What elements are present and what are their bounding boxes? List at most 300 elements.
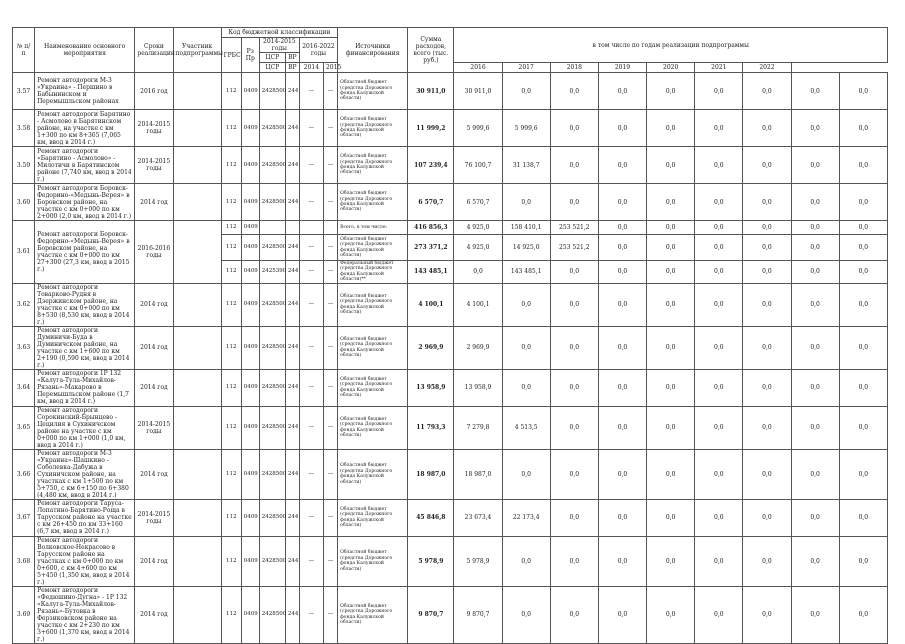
year-value-cell: 0,0 — [791, 586, 839, 643]
participant-cell — [173, 406, 221, 449]
col-csr-header: ЦСР — [259, 53, 285, 63]
csr-cell — [259, 221, 285, 235]
participant-cell — [173, 147, 221, 184]
year-value-cell: 143 485,1 — [502, 261, 550, 284]
period-cell: 2014 год — [135, 369, 173, 406]
csr2-cell: — — [299, 261, 323, 284]
csr2-cell: — — [299, 184, 323, 221]
year-value-cell: 0,0 — [502, 449, 550, 499]
source-cell: Областной бюджет (средства Дорожного фонда Калужской области) — [338, 326, 408, 369]
col-2016-2022-header: 2016-2022 годы — [299, 38, 337, 63]
sum-cell: 13 958,9 — [408, 369, 454, 406]
measure-name: Ремонт автодороги М-3 «Украина» - Першино в Бабынинском и Перемышльском районах — [35, 73, 135, 110]
grbs-cell: 112 — [221, 147, 241, 184]
year-value-cell: 30 911,0 — [454, 73, 502, 110]
year-value-cell: 0,0 — [647, 73, 695, 110]
table-row — [13, 110, 888, 147]
year-value-cell: 0,0 — [647, 110, 695, 147]
col-csr2-header: ЦСР — [259, 63, 285, 73]
row-number: 3.66 — [13, 449, 35, 499]
year-value-cell: 0,0 — [502, 184, 550, 221]
participant-cell — [173, 283, 221, 326]
table-row — [13, 221, 888, 235]
table-row — [13, 369, 888, 406]
year-value-cell: 0,0 — [695, 326, 743, 369]
participant-cell — [173, 586, 221, 643]
vr-cell: 244 — [285, 110, 299, 147]
source-cell: Областной бюджет (средства Дорожного фонда Калужской области) — [338, 283, 408, 326]
csr2-cell — [299, 221, 323, 235]
year-value-cell: 0,0 — [791, 369, 839, 406]
year-value-cell: 0,0 — [791, 283, 839, 326]
col-participant-header: Участник подпрограммы — [173, 28, 221, 73]
csr-cell: 2428500 — [259, 536, 285, 586]
rzpr-cell: 0409 — [241, 326, 259, 369]
csr-cell: 2428500 — [259, 449, 285, 499]
csr-cell: 2428500 — [259, 73, 285, 110]
year-value-cell: 0,0 — [647, 499, 695, 536]
csr2-cell: — — [299, 536, 323, 586]
csr2-cell: — — [299, 283, 323, 326]
sum-cell: 11 793,3 — [408, 406, 454, 449]
col-year-header: 2014 — [299, 63, 323, 73]
col-rzpr-header: Рз Пр — [241, 38, 259, 73]
table-row — [13, 586, 888, 643]
vr-cell — [285, 221, 299, 235]
sum-cell: 30 911,0 — [408, 73, 454, 110]
col-year-header: 2021 — [695, 63, 743, 73]
year-value-cell: 4 925,0 — [454, 221, 502, 235]
measure-name: Ремонт автодороги М-3 «Украина»-Шашкино - Соболевка-Дабужа в Сухиничском районе, на участках с км 1+500 по км 5+750, с км 6+150 по 6+380 (4,480 км, ввод в 2014 г.) — [35, 449, 135, 499]
year-value-cell: 0,0 — [743, 369, 791, 406]
year-value-cell: 0,0 — [743, 110, 791, 147]
row-number: 3.64 — [13, 369, 35, 406]
col-vr-header: ВР — [285, 53, 299, 63]
year-value-cell: 0,0 — [647, 283, 695, 326]
year-value-cell: 0,0 — [550, 449, 598, 499]
col-year-header: 2020 — [647, 63, 695, 73]
source-cell: Областной бюджет (средства Дорожного фонда Калужской области) — [338, 73, 408, 110]
year-value-cell: 0,0 — [550, 536, 598, 586]
year-value-cell: 0,0 — [647, 536, 695, 586]
period-cell: 2014 год — [135, 449, 173, 499]
row-number: 3.58 — [13, 110, 35, 147]
year-value-cell: 0,0 — [839, 369, 887, 406]
year-value-cell: 0,0 — [695, 221, 743, 235]
year-value-cell: 0,0 — [598, 261, 646, 284]
csr-cell: 2428500 — [259, 406, 285, 449]
csr-cell: 2428500 — [259, 586, 285, 643]
year-value-cell: 0,0 — [791, 261, 839, 284]
vr2-cell: — — [323, 261, 337, 284]
col-period-header: Сроки реализации — [135, 28, 173, 73]
source-cell: Областной бюджет (средства Дорожного фонда Калужской области) — [338, 184, 408, 221]
year-value-cell: 0,0 — [695, 536, 743, 586]
year-value-cell: 0,0 — [743, 283, 791, 326]
year-value-cell: 0,0 — [598, 499, 646, 536]
vr2-cell: — — [323, 235, 337, 261]
rzpr-cell: 0409 — [241, 73, 259, 110]
year-value-cell: 0,0 — [695, 261, 743, 284]
grbs-cell: 112 — [221, 536, 241, 586]
period-cell: 2016-2016 годы — [135, 221, 173, 284]
sum-cell: 9 870,7 — [408, 586, 454, 643]
year-value-cell: 0,0 — [598, 110, 646, 147]
csr2-cell: — — [299, 235, 323, 261]
year-value-cell: 76 100,7 — [454, 147, 502, 184]
period-cell: 2014 год — [135, 283, 173, 326]
table-row — [13, 326, 888, 369]
grbs-cell: 112 — [221, 235, 241, 261]
year-value-cell: 0,0 — [647, 147, 695, 184]
year-value-cell: 0,0 — [695, 147, 743, 184]
vr-cell: 244 — [285, 369, 299, 406]
year-value-cell: 0,0 — [550, 499, 598, 536]
year-value-cell: 0,0 — [791, 73, 839, 110]
year-value-cell: 0,0 — [550, 184, 598, 221]
period-cell: 2014 год — [135, 586, 173, 643]
year-value-cell: 0,0 — [695, 235, 743, 261]
vr-cell: 244 — [285, 449, 299, 499]
year-value-cell: 7 279,8 — [454, 406, 502, 449]
csr-cell: 2428500 — [259, 499, 285, 536]
year-value-cell: 0,0 — [598, 449, 646, 499]
year-value-cell: 253 521,2 — [550, 221, 598, 235]
source-cell: Областной бюджет (средства Дорожного фонда Калужской области) — [338, 235, 408, 261]
year-value-cell: 0,0 — [598, 147, 646, 184]
grbs-cell: 112 — [221, 261, 241, 284]
grbs-cell: 112 — [221, 369, 241, 406]
row-number: 3.61 — [13, 221, 35, 284]
measure-name: Ремонт автодороги Боровск-Федорино-«Медынь-Верея» в Боровском районе, на участке с км 0+000 по км 2+000 (2,0 км, ввод в 2014 г.) — [35, 184, 135, 221]
period-cell: 2014-2015 годы — [135, 499, 173, 536]
year-value-cell: 0,0 — [743, 586, 791, 643]
vr2-cell — [323, 221, 337, 235]
year-value-cell: 0,0 — [647, 369, 695, 406]
col-year-header: 2018 — [550, 63, 598, 73]
period-cell: 2014 год — [135, 184, 173, 221]
source-cell: Всего, в том числе: — [338, 221, 408, 235]
vr2-cell: — — [323, 283, 337, 326]
year-value-cell: 0,0 — [839, 110, 887, 147]
csr2-cell: — — [299, 586, 323, 643]
col-year-header: 2022 — [743, 63, 791, 73]
source-cell: Областной бюджет (средства Дорожного фонда Калужской области) — [338, 110, 408, 147]
year-value-cell: 0,0 — [839, 283, 887, 326]
year-value-cell: 0,0 — [598, 586, 646, 643]
year-value-cell: 253 521,2 — [550, 235, 598, 261]
year-value-cell: 0,0 — [550, 369, 598, 406]
grbs-cell: 112 — [221, 221, 241, 235]
table-row — [13, 283, 888, 326]
grbs-cell: 112 — [221, 283, 241, 326]
col-year-header: 2016 — [454, 63, 502, 73]
vr2-cell: — — [323, 326, 337, 369]
year-value-cell: 0,0 — [743, 261, 791, 284]
grbs-cell: 112 — [221, 499, 241, 536]
vr-cell: 244 — [285, 586, 299, 643]
year-value-cell: 0,0 — [647, 326, 695, 369]
table-row — [13, 147, 888, 184]
participant-cell — [173, 73, 221, 110]
vr2-cell: — — [323, 184, 337, 221]
year-value-cell: 14 925,0 — [502, 235, 550, 261]
grbs-cell: 112 — [221, 449, 241, 499]
year-value-cell: 5 978,9 — [454, 536, 502, 586]
participant-cell — [173, 536, 221, 586]
year-value-cell: 0,0 — [743, 235, 791, 261]
year-value-cell: 0,0 — [743, 184, 791, 221]
year-value-cell: 0,0 — [743, 499, 791, 536]
source-cell: Областной бюджет (средства Дорожного фонда Калужской области) — [338, 406, 408, 449]
participant-cell — [173, 221, 221, 284]
vr2-cell: — — [323, 536, 337, 586]
year-value-cell: 0,0 — [839, 261, 887, 284]
row-number: 3.60 — [13, 184, 35, 221]
vr-cell: 244 — [285, 261, 299, 284]
participant-cell — [173, 184, 221, 221]
vr-cell: 244 — [285, 326, 299, 369]
table-body — [13, 73, 888, 644]
row-number: 3.65 — [13, 406, 35, 449]
csr2-cell: — — [299, 406, 323, 449]
year-value-cell: 0,0 — [598, 369, 646, 406]
year-value-cell: 0,0 — [647, 221, 695, 235]
year-value-cell: 0,0 — [695, 184, 743, 221]
year-value-cell: 0,0 — [695, 586, 743, 643]
sum-cell: 11 999,2 — [408, 110, 454, 147]
csr-cell: 2428500 — [259, 235, 285, 261]
participant-cell — [173, 326, 221, 369]
source-cell: Областной бюджет (средства Дорожного фонда Калужской области) — [338, 586, 408, 643]
rzpr-cell: 0409 — [241, 184, 259, 221]
measure-name: Ремонт автодороги «Федюшино-Дугна» - 1Р 132 «Калуга-Тула-Михайлов-Рязань»-Бутовка в Ферзиковском районе на участке с км 2+230 по км 3+600 (1,370 км, ввод в 2014 г.) — [35, 586, 135, 643]
row-number: 3.62 — [13, 283, 35, 326]
measure-name: Ремонт автодороги «Барятино - Асмолово» - Милотичи в Барятинском районе (7,740 км, ввод в 2014 г.) — [35, 147, 135, 184]
sum-cell: 2 969,9 — [408, 326, 454, 369]
vr-cell: 244 — [285, 536, 299, 586]
year-value-cell: 0,0 — [647, 261, 695, 284]
year-value-cell: 0,0 — [743, 536, 791, 586]
table-row — [13, 449, 888, 499]
year-value-cell: 0,0 — [839, 221, 887, 235]
col-year-header: 2019 — [598, 63, 646, 73]
vr2-cell: — — [323, 147, 337, 184]
vr2-cell: — — [323, 110, 337, 147]
vr2-cell: — — [323, 73, 337, 110]
year-value-cell: 5 999,6 — [454, 110, 502, 147]
rzpr-cell: 0409 — [241, 449, 259, 499]
rzpr-cell: 0409 — [241, 110, 259, 147]
csr-cell: 2428500 — [259, 147, 285, 184]
row-number: 3.59 — [13, 147, 35, 184]
year-value-cell: 0,0 — [743, 73, 791, 110]
year-value-cell: 0,0 — [502, 586, 550, 643]
measure-name: Ремонт автодороги Сорокинский-Брынцево - Цецилия в Сухиничском районе на участке с км 0+000 по км 1+000 (1,0 км, ввод в 2014 г.) — [35, 406, 135, 449]
vr2-cell: — — [323, 586, 337, 643]
year-value-cell: 0,0 — [743, 326, 791, 369]
year-value-cell: 0,0 — [791, 449, 839, 499]
year-value-cell: 0,0 — [839, 235, 887, 261]
csr2-cell: — — [299, 147, 323, 184]
table-row — [13, 73, 888, 110]
rzpr-cell: 0409 — [241, 283, 259, 326]
year-value-cell: 0,0 — [598, 221, 646, 235]
table-row — [13, 406, 888, 449]
year-value-cell: 0,0 — [695, 369, 743, 406]
col-bk-group-header: Код бюджетной классификации — [221, 28, 337, 38]
year-value-cell: 22 173,4 — [502, 499, 550, 536]
col-sum-header: Сумма расходов, всего (тыс. руб.) — [408, 28, 454, 73]
rzpr-cell: 0409 — [241, 261, 259, 284]
year-value-cell: 0,0 — [695, 449, 743, 499]
year-value-cell: 5 999,6 — [502, 110, 550, 147]
csr2-cell: — — [299, 499, 323, 536]
vr-cell: 244 — [285, 184, 299, 221]
year-value-cell: 0,0 — [550, 73, 598, 110]
measure-name: Ремонт автодороги Боровск-Федорино-«Медынь-Верея» в Боровском районе, на участке с км 0+000 по км 27+300 (27,3 км, ввод в 2015 г.) — [35, 221, 135, 284]
period-cell: 2014 год — [135, 326, 173, 369]
row-number: 3.68 — [13, 536, 35, 586]
year-value-cell: 18 987,0 — [454, 449, 502, 499]
csr-cell: 2425390 — [259, 261, 285, 284]
source-cell: Федеральный бюджет (средства Дорожного фонда Калужской области)** — [338, 261, 408, 284]
col-source-header: Источники финансирования — [338, 28, 408, 73]
source-cell: Областной бюджет (средства Дорожного фонда Калужской области) — [338, 449, 408, 499]
grbs-cell: 112 — [221, 406, 241, 449]
source-cell: Областной бюджет (средства Дорожного фонда Калужской области) — [338, 499, 408, 536]
rzpr-cell: 0409 — [241, 499, 259, 536]
year-value-cell: 0,0 — [598, 73, 646, 110]
year-value-cell: 0,0 — [647, 586, 695, 643]
year-value-cell: 0,0 — [695, 406, 743, 449]
source-cell: Областной бюджет (средства Дорожного фонда Калужской области) — [338, 369, 408, 406]
year-value-cell: 0,0 — [502, 369, 550, 406]
vr-cell: 244 — [285, 283, 299, 326]
year-value-cell: 23 673,4 — [454, 499, 502, 536]
participant-cell — [173, 110, 221, 147]
period-cell: 2016 год — [135, 73, 173, 110]
year-value-cell: 0,0 — [550, 406, 598, 449]
year-value-cell: 0,0 — [791, 184, 839, 221]
rzpr-cell: 0409 — [241, 147, 259, 184]
year-value-cell: 6 570,7 — [454, 184, 502, 221]
year-value-cell: 4 925,0 — [454, 235, 502, 261]
year-value-cell: 0,0 — [647, 184, 695, 221]
sum-cell: 4 100,1 — [408, 283, 454, 326]
year-value-cell: 0,0 — [502, 326, 550, 369]
grbs-cell: 112 — [221, 184, 241, 221]
year-value-cell: 0,0 — [743, 449, 791, 499]
year-value-cell: 9 870,7 — [454, 586, 502, 643]
csr-cell: 2428500 — [259, 283, 285, 326]
year-value-cell: 0,0 — [550, 586, 598, 643]
year-value-cell: 31 138,7 — [502, 147, 550, 184]
year-value-cell: 0,0 — [839, 406, 887, 449]
row-number: 3.57 — [13, 73, 35, 110]
vr2-cell: — — [323, 449, 337, 499]
year-value-cell: 0,0 — [839, 586, 887, 643]
rzpr-cell: 0409 — [241, 586, 259, 643]
source-cell: Областной бюджет (средства Дорожного фонда Калужской области) — [338, 147, 408, 184]
year-value-cell: 0,0 — [647, 449, 695, 499]
rzpr-cell: 0409 — [241, 369, 259, 406]
participant-cell — [173, 369, 221, 406]
measure-name: Ремонт автодороги Барятино - Асмолово в Барятинском районе, на участке с км 1+300 по км 8+365 (7,065 км, ввод в 2014 г.) — [35, 110, 135, 147]
vr2-cell: — — [323, 406, 337, 449]
period-cell: 2014 год — [135, 536, 173, 586]
csr-cell: 2428500 — [259, 326, 285, 369]
table-row — [13, 499, 888, 536]
year-value-cell: 0,0 — [550, 147, 598, 184]
vr-cell: 244 — [285, 499, 299, 536]
col-vr2-header: ВР — [285, 63, 299, 73]
vr-cell: 244 — [285, 235, 299, 261]
year-value-cell: 0,0 — [839, 326, 887, 369]
year-value-cell: 0,0 — [598, 235, 646, 261]
measure-name: Ремонт автодороги Волковское-Некрасово в Тарусском районе на участках с км 0+000 по км 0+600, с км 4+600 по км 5+450 (1,350 км, ввод в 2014 г.) — [35, 536, 135, 586]
rzpr-cell: 0409 — [241, 235, 259, 261]
measure-name: Ремонт автодороги Думиничи-Буда в Думиничском районе, на участке с км 1+600 по км 2+190 (0,590 км, ввод в 2014 г.) — [35, 326, 135, 369]
year-value-cell: 0,0 — [791, 499, 839, 536]
table-header — [13, 28, 888, 73]
year-value-cell: 0,0 — [743, 147, 791, 184]
col-2014-2015-header: 2014-2015 годы — [259, 38, 299, 53]
year-value-cell: 0,0 — [839, 536, 887, 586]
year-value-cell: 0,0 — [791, 326, 839, 369]
measure-name: Ремонт автодороги Товарково-Рудня в Дзержинском районе, на участке с км 0+000 по км 8+530 (8,530 км, ввод в 2014 г.) — [35, 283, 135, 326]
year-value-cell: 0,0 — [791, 406, 839, 449]
rzpr-cell: 0409 — [241, 536, 259, 586]
col-grbs-header: ГРБС — [221, 38, 241, 73]
year-value-cell: 0,0 — [695, 499, 743, 536]
vr2-cell: — — [323, 499, 337, 536]
sum-cell: 107 239,4 — [408, 147, 454, 184]
row-number: 3.67 — [13, 499, 35, 536]
csr-cell: 2428500 — [259, 369, 285, 406]
source-cell: Областной бюджет (средства Дорожного фонда Калужской области) — [338, 536, 408, 586]
year-value-cell: 0,0 — [598, 326, 646, 369]
rzpr-cell: 0409 — [241, 221, 259, 235]
year-value-cell: 0,0 — [695, 283, 743, 326]
sum-cell: 416 856,3 — [408, 221, 454, 235]
year-value-cell: 0,0 — [743, 406, 791, 449]
year-value-cell: 0,0 — [791, 235, 839, 261]
year-value-cell: 4 513,5 — [502, 406, 550, 449]
year-value-cell: 0,0 — [502, 73, 550, 110]
col-num-header: № п/п — [13, 28, 35, 73]
col-year-header: 2015 — [323, 63, 337, 73]
vr-cell: 244 — [285, 73, 299, 110]
sum-cell: 45 846,8 — [408, 499, 454, 536]
year-value-cell: 0,0 — [791, 536, 839, 586]
grbs-cell: 112 — [221, 326, 241, 369]
year-value-cell: 0,0 — [550, 110, 598, 147]
vr2-cell: — — [323, 369, 337, 406]
year-value-cell: 2 969,9 — [454, 326, 502, 369]
year-value-cell: 0,0 — [839, 184, 887, 221]
measure-name: Ремонт автодороги 1Р 132 «Калуга-Тула-Михайлов-Рязань»-Макарово в Перемышльском районе (1,7 км, ввод в 2014 г.) — [35, 369, 135, 406]
sum-cell: 273 371,2 — [408, 235, 454, 261]
grbs-cell: 112 — [221, 110, 241, 147]
period-cell: 2014-2015 годы — [135, 147, 173, 184]
year-value-cell: 0,0 — [598, 406, 646, 449]
year-value-cell: 0,0 — [791, 221, 839, 235]
year-value-cell: 0,0 — [839, 449, 887, 499]
csr2-cell: — — [299, 369, 323, 406]
year-value-cell: 0,0 — [695, 110, 743, 147]
year-value-cell: 0,0 — [839, 73, 887, 110]
